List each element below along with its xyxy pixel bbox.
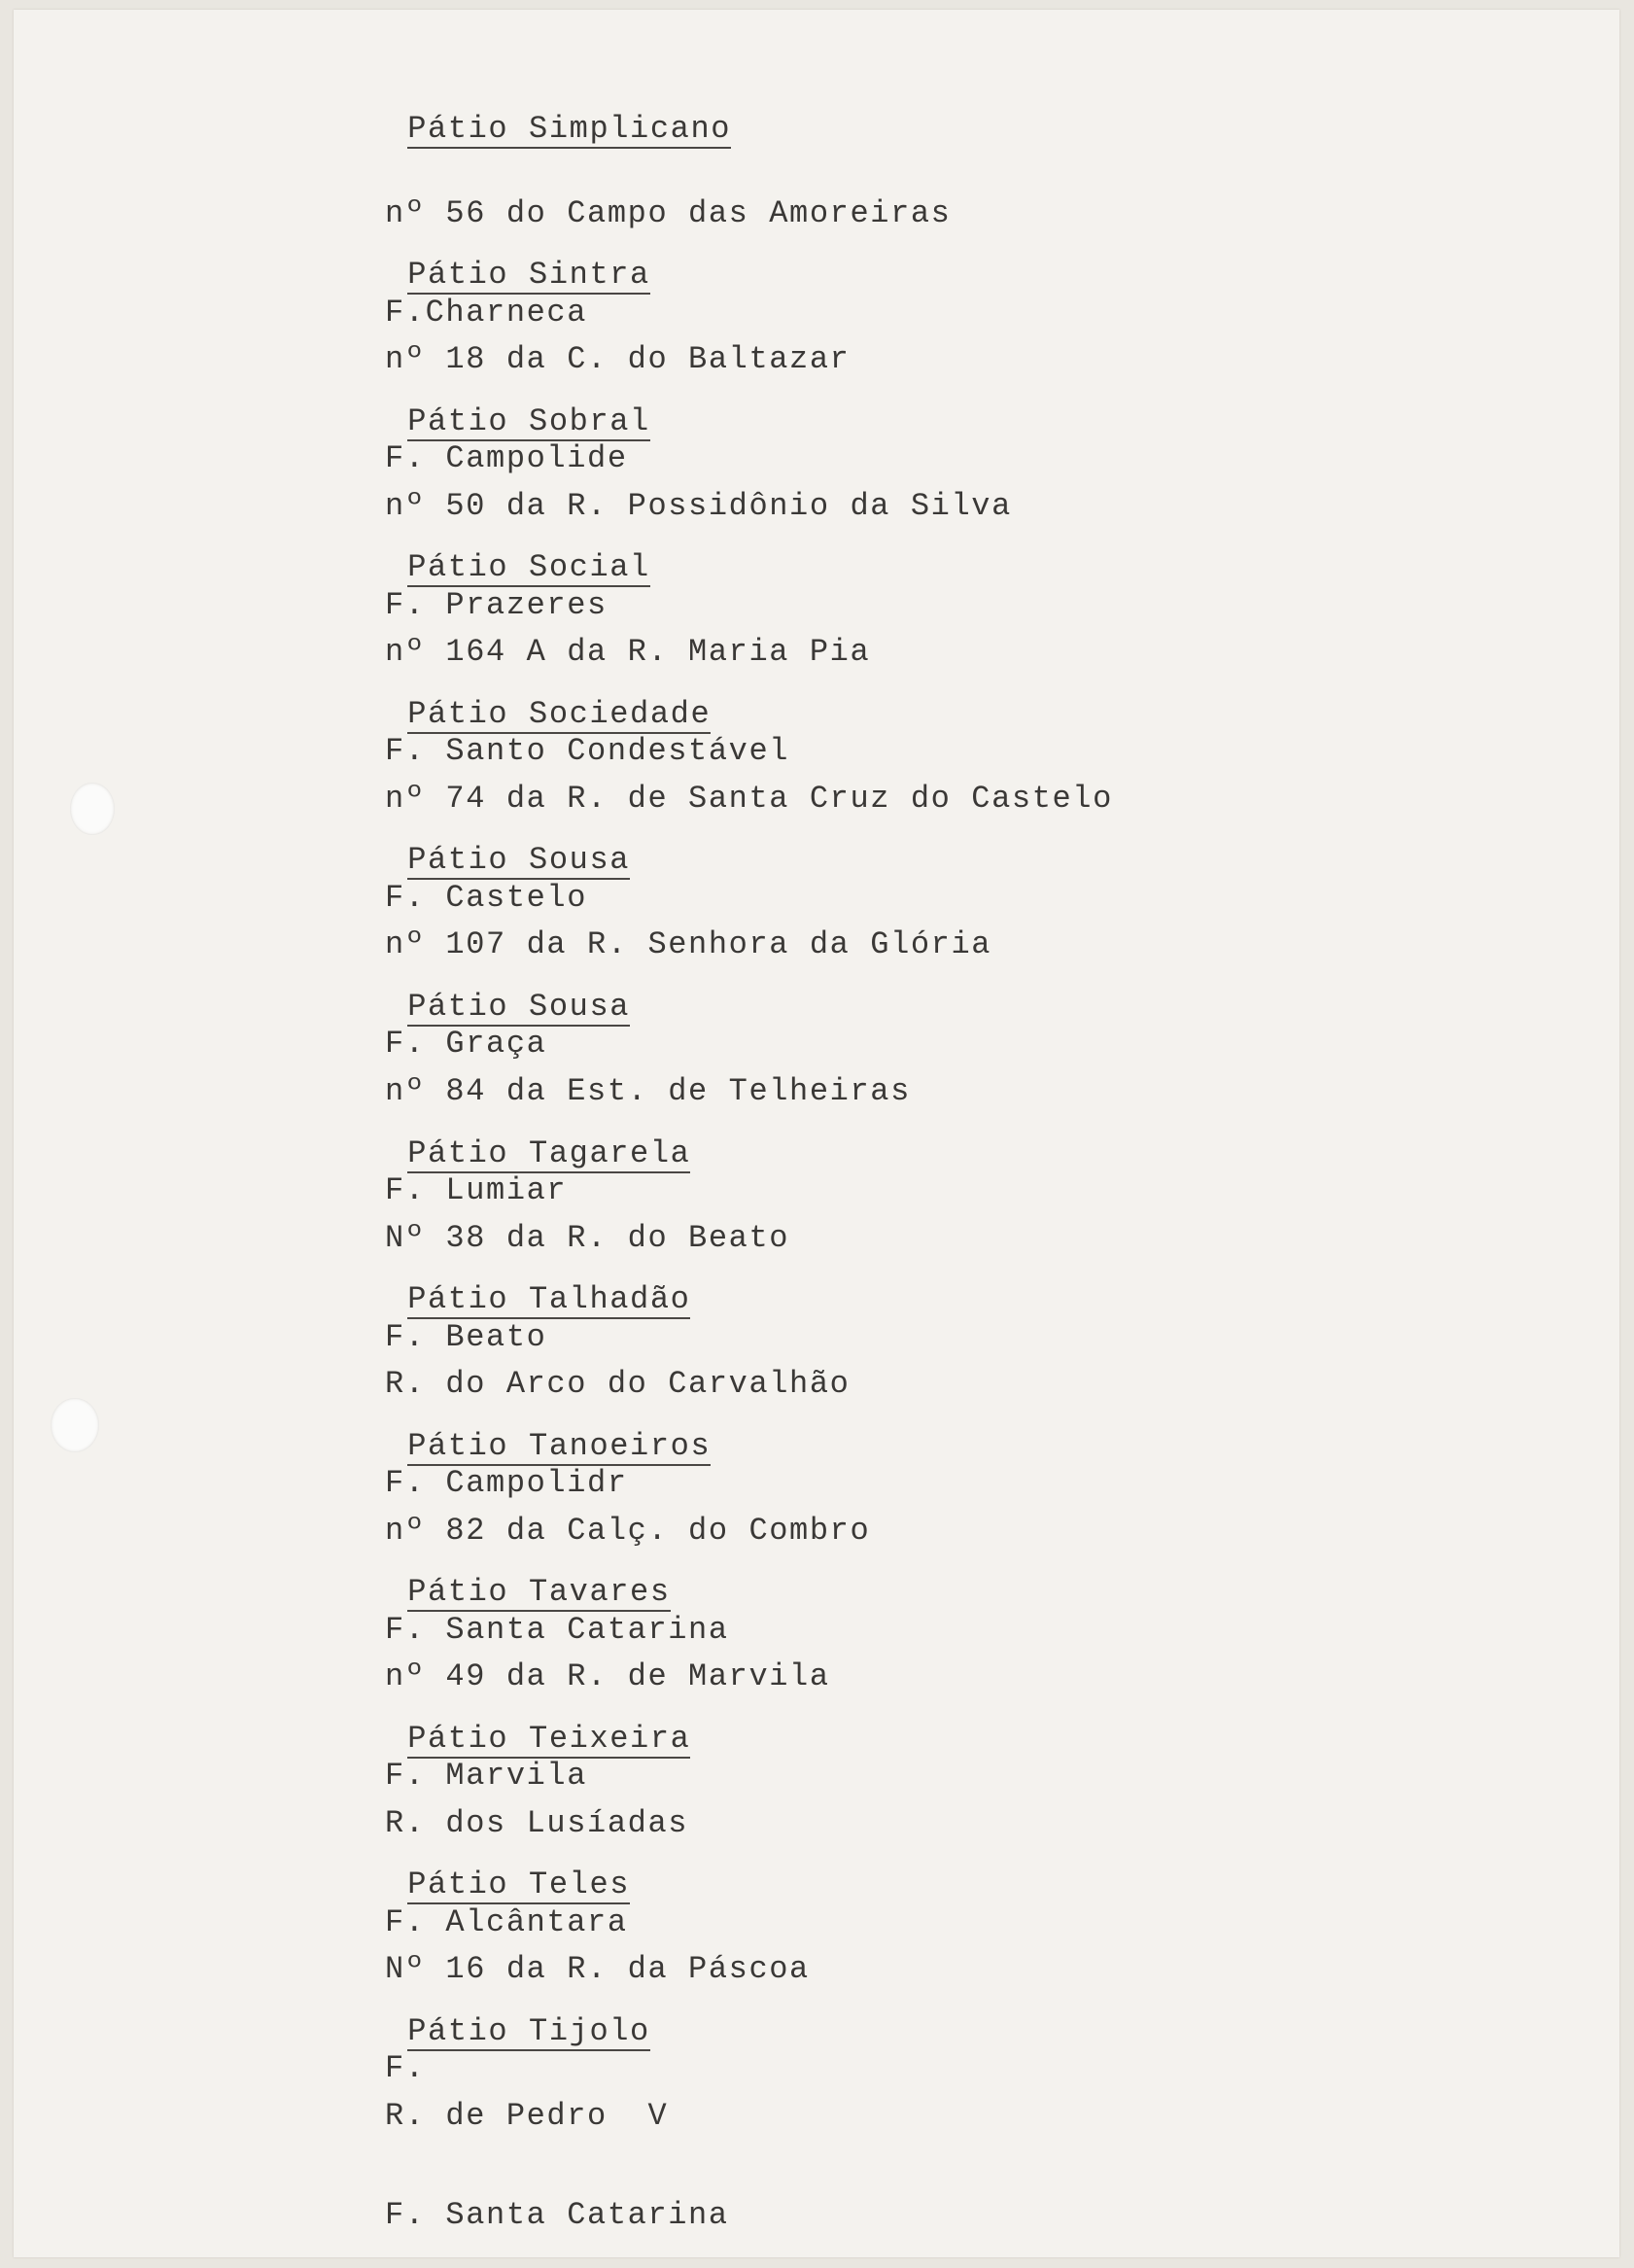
entry-title: Pátio Social <box>407 549 650 585</box>
entry-address: nº 164 A da R. Maria Pia <box>385 634 871 670</box>
entry-address: Nº 38 da R. do Beato <box>385 1220 790 1256</box>
entry-title: Pátio Tijolo <box>407 2013 650 2049</box>
entry-title: Pátio Sociedade <box>407 696 712 732</box>
entry-address: nº 107 da R. Senhora da Glória <box>385 926 992 962</box>
entry-title: Pátio Tagarela <box>407 1135 691 1171</box>
entry-parish: F.Charneca <box>385 295 588 331</box>
entry-title: Pátio Talhadão <box>407 1281 691 1317</box>
entry-block <box>327 1982 1299 2257</box>
entry-address: Nº 16 da R. da Páscoa <box>385 1951 810 1987</box>
entry-address: nº 82 da Calç. do Combro <box>385 1513 871 1549</box>
punch-hole <box>51 1398 99 1452</box>
entry-parish: F. Alcântara <box>385 1904 628 1940</box>
entry-address: R. de Pedro V <box>385 2098 669 2134</box>
entry-title: Pátio Sintra <box>407 257 650 293</box>
entry-title: Pátio Tavares <box>407 1574 671 1610</box>
entry-address: nº 84 da Est. de Telheiras <box>385 1073 911 1109</box>
entry-title: Pátio Tanoeiros <box>407 1428 712 1464</box>
entry-parish: F. <box>385 2050 426 2086</box>
entry-address: nº 56 do Campo das Amoreiras <box>385 195 952 231</box>
entry-parish: F. Santa Catarina <box>385 2197 729 2233</box>
entry-address: nº 49 da R. de Marvila <box>385 1658 830 1694</box>
entry-parish: F. Beato <box>385 1319 547 1355</box>
entry-parish: F. Prazeres <box>385 587 608 623</box>
entry-address: nº 50 da R. Possidônio da Silva <box>385 488 1012 524</box>
document-page <box>14 10 1619 2257</box>
entry-title: Pátio Simplicano <box>407 111 732 147</box>
entry-parish: F. Santa Catarina <box>385 1612 729 1648</box>
entry-parish: F. Campolide <box>385 440 628 476</box>
entry-title: Pátio Teixeira <box>407 1721 691 1757</box>
entry-address: nº 18 da C. do Baltazar <box>385 341 851 377</box>
entry-address: nº 74 da R. de Santa Cruz do Castelo <box>385 781 1113 817</box>
entry-parish: F. Lumiar <box>385 1172 568 1208</box>
punch-hole <box>70 783 115 835</box>
entry-title: Pátio Sousa <box>407 842 631 878</box>
entry-address: R. dos Lusíadas <box>385 1805 689 1841</box>
entry-parish: F. Campolidr <box>385 1465 628 1501</box>
entry-address: R. do Arco do Carvalhão <box>385 1366 851 1402</box>
entry-parish: F. Santo Condestável <box>385 733 790 769</box>
entry-parish: F. Graça <box>385 1026 547 1062</box>
entry-title: Pátio Teles <box>407 1867 631 1902</box>
entry-parish: F. Castelo <box>385 880 588 916</box>
entry-parish: F. Marvila <box>385 1758 588 1794</box>
entry-title: Pátio Sousa <box>407 989 631 1025</box>
entry-title: Pátio Sobral <box>407 403 650 439</box>
